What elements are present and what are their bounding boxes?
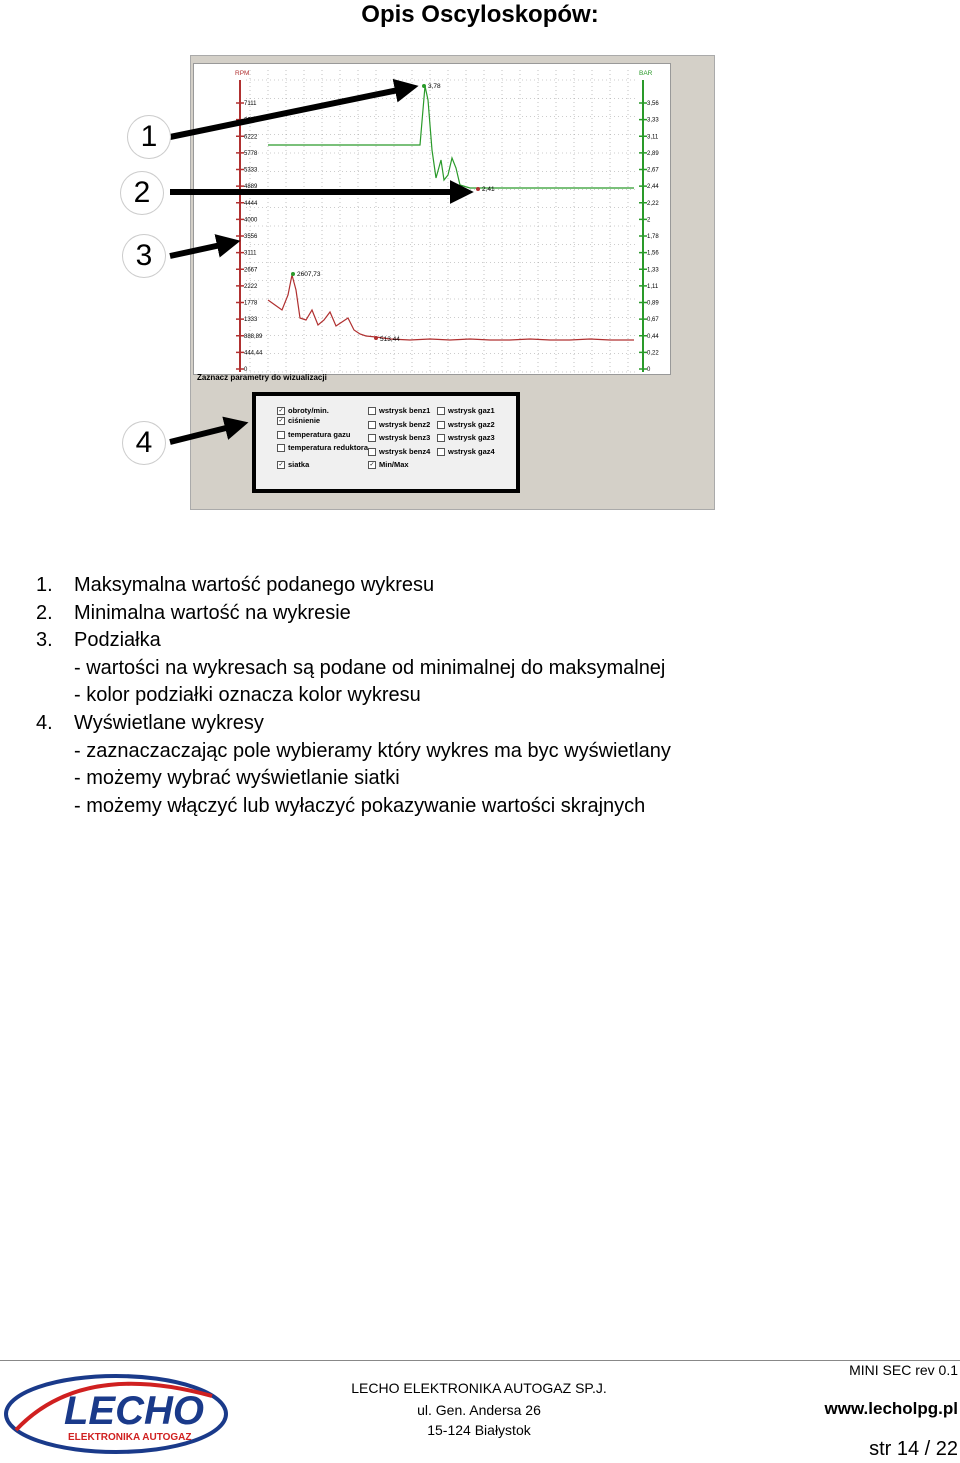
checkbox-label: wstrysk gaz3 — [448, 433, 495, 442]
checkbox-label: wstrysk gaz1 — [448, 406, 495, 415]
max-red-label: 2607,73 — [297, 271, 321, 278]
checkbox-min-max[interactable] — [368, 460, 409, 469]
checkbox-temperatura-gazu[interactable] — [277, 430, 351, 439]
footer-divider — [0, 1360, 960, 1361]
max-green-label: 3,78 — [428, 83, 441, 90]
right-scale-tick-label: 3,33 — [647, 117, 659, 124]
left-scale-tick-label: 5333 — [244, 167, 258, 174]
left-scale-tick-label: 0 — [244, 367, 248, 373]
list-item-line — [36, 655, 671, 683]
checkbox-siatka[interactable] — [277, 460, 309, 469]
checkbox-box[interactable]: ✓ — [278, 462, 284, 469]
checkbox-wstrysk-benz2[interactable] — [368, 420, 430, 429]
checkbox-wstrysk-gaz2[interactable] — [437, 420, 495, 429]
list-item-text: Maksymalna wartość podanego wykresu — [74, 574, 435, 596]
list-item-number: 3. — [36, 629, 53, 652]
callout-number-1: 1 — [128, 116, 170, 158]
checkbox-box[interactable] — [368, 421, 376, 429]
callout-arrow-4 — [170, 425, 238, 442]
right-scale-tick-label: 2,89 — [647, 150, 659, 157]
right-scale-tick-label: 2,67 — [647, 167, 659, 174]
right-scale-tick-label: 0,22 — [647, 350, 659, 357]
list-item-number: 4. — [36, 711, 53, 734]
checkbox-box[interactable] — [277, 431, 285, 439]
list-item-line — [36, 682, 671, 710]
checkbox-box[interactable] — [368, 448, 376, 456]
callout-number-4: 4 — [123, 422, 165, 464]
right-scale-tick-label: 1,56 — [647, 250, 659, 257]
checkbox-label: wstrysk benz2 — [379, 420, 431, 429]
right-scale-tick-label: 3,11 — [647, 134, 659, 141]
checkbox-obroty-min-[interactable] — [277, 406, 329, 415]
checkbox-wstrysk-benz1[interactable] — [368, 406, 430, 415]
red-series-line — [268, 275, 634, 340]
checkbox-box[interactable] — [437, 448, 445, 456]
list-item-number: 1. — [36, 574, 53, 596]
checkbox-label: wstrysk gaz2 — [448, 420, 495, 429]
checkbox-label: temperatura gazu — [288, 430, 351, 439]
list-item-text: Wyświetlane wykresy — [74, 711, 264, 734]
right-scale-tick-label: 1,11 — [647, 283, 659, 290]
checkbox-label: Min/Max — [379, 460, 409, 469]
checkbox-label: wstrysk benz3 — [379, 433, 431, 442]
callout-arrow-1 — [170, 88, 408, 137]
checkbox-label: siatka — [288, 460, 310, 469]
checkbox-ciśnienie[interactable] — [277, 416, 320, 425]
right-scale-tick-label: 0 — [647, 367, 651, 373]
checkbox-wstrysk-benz4[interactable] — [368, 447, 430, 456]
right-axis-title: BAR — [639, 70, 653, 77]
checkbox-label: wstrysk benz1 — [379, 406, 431, 415]
footer-version: MINI SEC rev 0.1 — [849, 1362, 958, 1378]
left-axis-title: RPM — [235, 70, 250, 77]
checkbox-box[interactable]: ✓ — [278, 408, 284, 415]
right-scale-tick-label: 0,44 — [647, 333, 659, 340]
checkbox-wstrysk-gaz4[interactable] — [437, 447, 495, 456]
checkbox-label: temperatura reduktora — [288, 443, 369, 452]
checkbox-box[interactable] — [368, 407, 376, 415]
right-scale-tick-label: 2 — [647, 217, 651, 224]
logo-text: LECHO — [64, 1389, 204, 1433]
list-item-line — [36, 600, 671, 628]
list-item-line — [36, 572, 671, 600]
green-series-line — [268, 86, 634, 188]
checkbox-temperatura-reduktora[interactable] — [277, 443, 368, 452]
logo-subtext: ELEKTRONIKA AUTOGAZ — [68, 1432, 192, 1443]
left-scale-tick-label: 4444 — [244, 200, 258, 207]
left-scale-tick-label: 1333 — [244, 317, 258, 324]
checkbox-box[interactable] — [277, 444, 285, 452]
footer-street: ul. Gen. Andersa 26 — [417, 1402, 541, 1418]
left-scale-tick-label: 1778 — [244, 300, 258, 307]
lecho-logo — [2, 1370, 230, 1458]
callout-number-3: 3 — [123, 235, 165, 277]
list-item-text: - wartości na wykresach są podane od minimalnej do maksymalnej — [74, 656, 666, 679]
checkbox-box[interactable]: ✓ — [278, 418, 284, 425]
callout-number-2: 2 — [121, 172, 163, 214]
checkbox-box[interactable] — [437, 434, 445, 442]
footer-city: 15-124 Białystok — [427, 1422, 531, 1438]
list-item-number: 2. — [36, 601, 53, 624]
left-scale-tick-label: 444,44 — [244, 350, 263, 357]
list-item-line — [36, 710, 671, 738]
checkbox-label: wstrysk benz4 — [379, 447, 431, 456]
list-item-text: Podziałka — [74, 629, 161, 652]
left-scale-tick-label: 2222 — [244, 283, 258, 290]
right-scale-tick-label: 1,78 — [647, 234, 659, 240]
checkbox-box[interactable] — [368, 434, 376, 442]
list-item-text: - możemy wybrać wyświetlanie siatki — [74, 767, 400, 790]
left-scale-tick-label: 7111 — [244, 101, 257, 107]
left-scale-tick-label: 2667 — [244, 267, 258, 274]
panel-title: Zaznacz parametry do wizualizacji — [197, 373, 327, 382]
right-scale-tick-label: 1,33 — [647, 267, 659, 274]
list-item-text: Minimalna wartość na wykresie — [74, 601, 351, 624]
right-scale-tick-label: 0,89 — [647, 300, 659, 307]
left-scale-tick-label: 3111 — [244, 250, 257, 257]
min-red-label: 513,44 — [380, 336, 400, 343]
left-scale-tick-label: 5778 — [244, 150, 258, 157]
checkbox-wstrysk-gaz1[interactable] — [437, 406, 495, 415]
checkbox-wstrysk-gaz3[interactable] — [437, 433, 495, 442]
list-item-text: - kolor podziałki oznacza kolor wykresu — [74, 684, 421, 707]
min-red-marker — [374, 336, 378, 340]
list-item-line — [36, 793, 671, 821]
plot-grid — [246, 70, 636, 372]
description-list — [36, 572, 671, 820]
left-scale-tick-label: 4000 — [244, 217, 258, 224]
checkbox-box[interactable]: ✓ — [369, 462, 375, 469]
max-red-marker — [291, 272, 295, 276]
footer-company: LECHO ELEKTRONIKA AUTOGAZ SP.J. — [351, 1380, 607, 1396]
checkbox-box[interactable] — [437, 421, 445, 429]
page-number: str 14 / 22 — [869, 1438, 958, 1460]
list-item-text: - zaznaczaczając pole wybieramy który wykres ma byc wyświetlany — [74, 739, 671, 762]
list-item-line — [36, 765, 671, 793]
max-green-marker — [422, 84, 426, 88]
list-item-line — [36, 738, 671, 766]
list-item-line — [36, 627, 671, 655]
checkbox-label: ciśnienie — [288, 416, 321, 425]
list-item-text: - możemy włączyć lub wyłaczyć pokazywanie wartości skrajnych — [74, 794, 646, 817]
callout-arrow-3 — [170, 243, 230, 256]
min-green-marker — [476, 187, 480, 191]
min-green-label: 2,41 — [482, 186, 495, 193]
checkbox-wstrysk-benz3[interactable] — [368, 433, 430, 442]
right-scale-tick-label: 0,67 — [647, 317, 659, 324]
footer-website[interactable]: www.lecholpg.pl — [824, 1399, 958, 1418]
checkbox-box[interactable] — [437, 407, 445, 415]
right-scale-tick-label: 2,44 — [647, 184, 659, 191]
left-scale-tick-label: 888,89 — [244, 333, 263, 340]
right-scale-tick-label: 3,56 — [647, 101, 659, 107]
left-scale-tick-label: 6222 — [244, 134, 258, 141]
checkbox-label: wstrysk gaz4 — [448, 447, 495, 456]
right-scale-tick-label: 2,22 — [647, 200, 659, 207]
checkbox-label: obroty/min. — [288, 406, 329, 415]
page-title: Opis Oscyloskopów: — [361, 1, 599, 28]
left-scale-tick-label: 4889 — [244, 184, 258, 191]
left-scale-tick-label: 3556 — [244, 234, 258, 240]
